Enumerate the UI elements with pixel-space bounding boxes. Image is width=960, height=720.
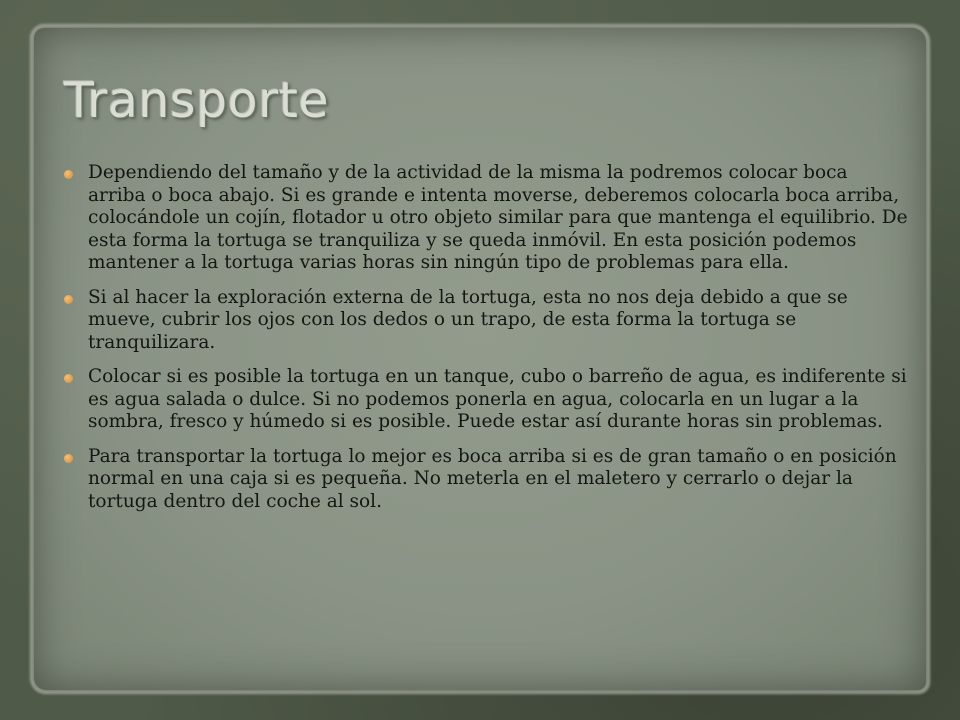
- slide-title: Transporte: [64, 72, 330, 129]
- bullet-item: [64, 287, 910, 355]
- bullet-item: [64, 446, 910, 514]
- bullet-text: Colocar si es posible la tortuga en un tanque, cubo o barreño de agua, es indiferente si es agua salada o dulce. Si no podemos ponerla en agua, colocarla en un lugar a la sombra, fresco y húmedo si es posible. Puede estar así durante horas sin problemas.: [88, 366, 907, 432]
- bullet-text: Para transportar la tortuga lo mejor es boca arriba si es de gran tamaño o en posición normal en una caja si es pequeña. No meterla en el maletero y cerrarlo o dejar la tortuga dentro del coche al sol.: [88, 445, 897, 512]
- bullet-item: [64, 162, 910, 275]
- bullet-dot-icon: [64, 454, 73, 463]
- bullet-dot-icon: [64, 374, 73, 383]
- bullet-text: Si al hacer la exploración externa de la tortuga, esta no nos deja debido a que se mueve, cubrir los ojos con los dedos o un trapo, de esta forma la tortuga se tranquilizara.: [88, 286, 848, 353]
- bullet-item: [64, 366, 910, 434]
- bullet-dot-icon: [64, 295, 73, 304]
- bullet-dot-icon: [64, 170, 73, 179]
- bullet-text: Dependiendo del tamaño y de la actividad de la misma la podremos colocar boca arriba o boca abajo. Si es grande e intenta moverse, deberemos colocarla boca arriba, colocándole un cojín, flotador u otro objeto similar para que mantenga el equilibrio. De esta forma la tortuga se tranquiliza y se queda inmóvil. En esta posición podemos mantener a la tortuga varias horas sin ningún tipo de problemas para ella.: [88, 162, 908, 273]
- bullet-list: [64, 162, 910, 525]
